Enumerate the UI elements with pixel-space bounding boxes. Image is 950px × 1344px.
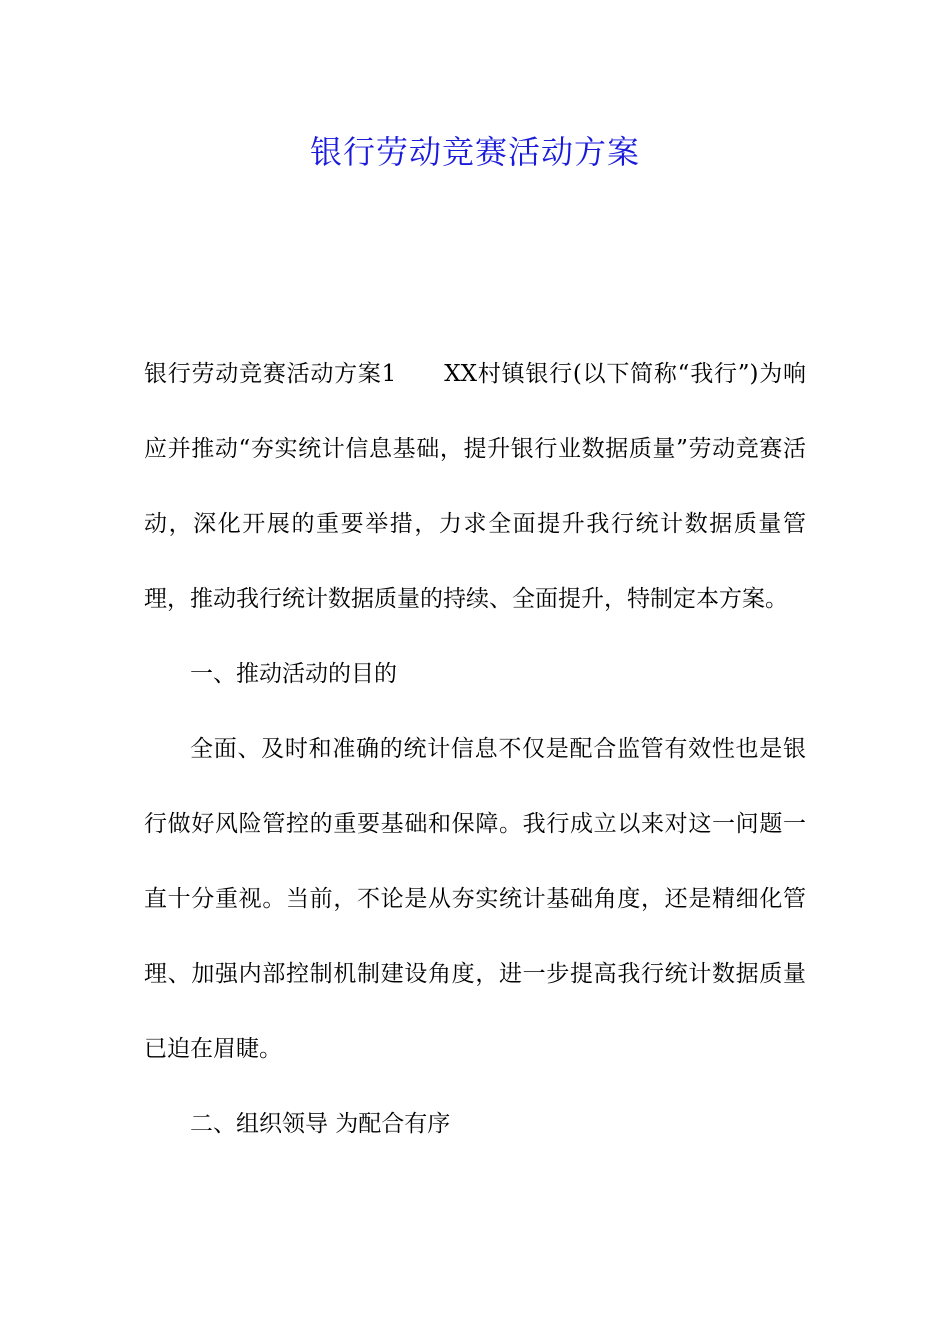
document-body [144, 337, 806, 1162]
intro-body: XX村镇银行(以下简称“我行”)为响应并推动“夯实统计信息基础，提升银行业数据质量”劳动竞赛活动，深化开展的重要举措，力求全面提升我行统计数据质量管理，推动我行统计数据质量的持续、全面提升，特制定本方案。 [144, 361, 806, 612]
intro-paragraph [144, 337, 806, 637]
section1-paragraph: 全面、及时和准确的统计信息不仅是配合监管有效性也是银行做好风险管控的重要基础和保障。我行成立以来对这一问题一直十分重视。当前，不论是从夯实统计基础角度，还是精细化管理、加强内部控制机制建设角度，进一步提高我行统计数据质量已迫在眉睫。 [144, 736, 806, 1062]
section2-heading: 二、组织领导 为配合有序 [190, 1111, 451, 1137]
intro-lead: 银行劳动竞赛活动方案1 [144, 361, 397, 387]
document-title: 银行劳动竞赛活动方案 [309, 133, 640, 171]
section1-heading: 一、推动活动的目的 [190, 661, 397, 687]
